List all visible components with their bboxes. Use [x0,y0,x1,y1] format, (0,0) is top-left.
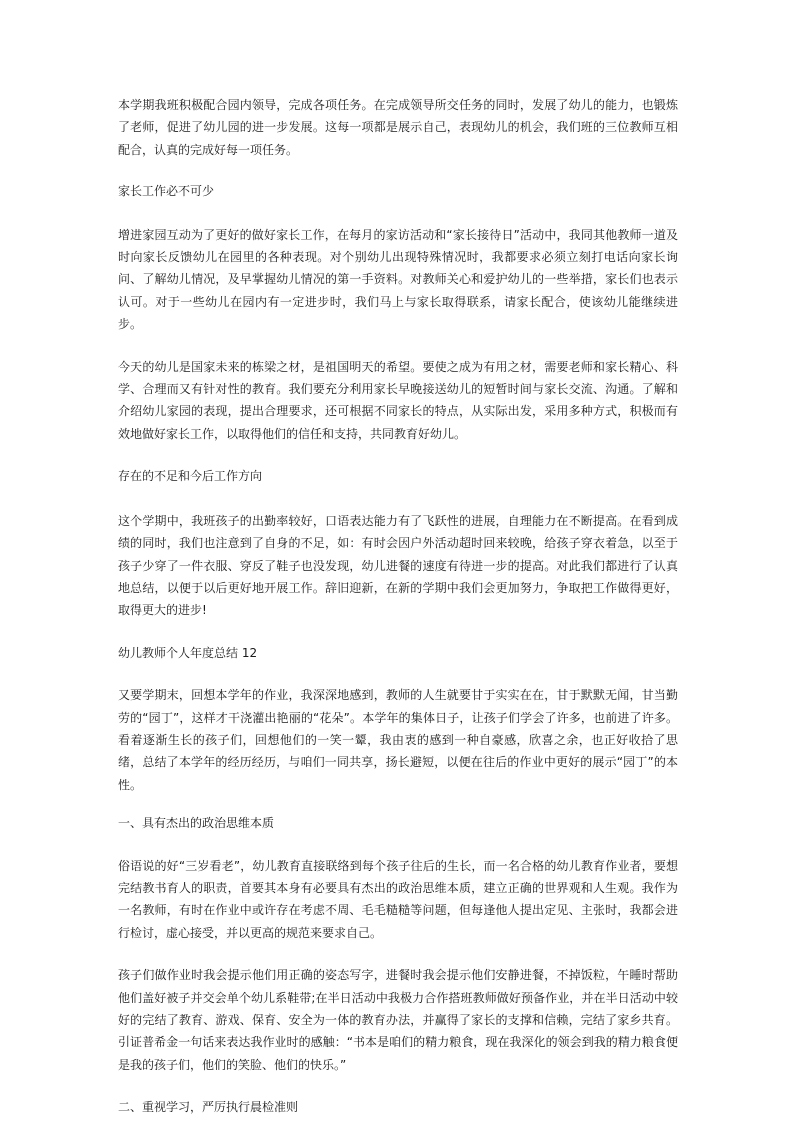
paragraph-children-future: 今天的幼儿是国家未来的栋梁之材，是祖国明天的希望。要使之成为有用之材，需要老师和家长精心、科学、合理而又有针对性的教育。我们要充分利用家长早晚接送幼儿的短暂时间与家长交流、沟通。了解和介绍幼儿家园的表现，提出合理要求，还可根据不同家长的特点，从实际出发，采用多种方式，积极而有效地做好家长工作，以取得他们的信任和支持，共同教育好幼儿。 [118,359,678,441]
heading-study-morning-check: 二、重视学习，严厉执行晨检准则 [118,1100,299,1115]
heading-political-quality: 一、具有杰出的政治思维本质 [118,816,275,831]
paragraph-political-quality: 俗语说的好“三岁看老”，幼儿教育直接联络到每个孩子往后的生长，而一名合格的幼儿教育作业者，要想完结教书育人的职责，首要其本身有必要具有杰出的政治思维本质，建立正确的世界观和人生观。我作为一名教师，有时在作业中或许存在考虑不周、毛毛糙糙等问题，但每逢他人提出定见、主张时，我都会进行检讨，虚心接受，并以更高的规范来要求自己。 [118,858,678,940]
heading-annual-summary-12: 幼儿教师个人年度总结 12 [118,645,258,660]
paragraph-daily-care: 孩子们做作业时我会提示他们用正确的姿态写字，进餐时我会提示他们安静进餐，不掉饭粒，午睡时帮助他们盖好被子并交会单个幼儿系鞋带;在半日活动中我极力合作搭班教师做好预备作业，并在半日活动中较好的完结了教育、游戏、保育、安全为一体的教育办法，并赢得了家长的支撑和信赖，完结了家乡共育。引证普希金一句话来表达我作业时的感触：“书本是咱们的精力粮食，现在我深化的领会到我的精力粮食便是我的孩子们，他们的笑脸、他们的快乐。” [118,968,678,1072]
heading-shortcomings: 存在的不足和今后工作方向 [118,469,263,484]
document-body [118,94,678,1119]
paragraph-intro: 本学期我班积极配合园内领导，完成各项任务。在完成领导所交任务的同时，发展了幼儿的能力，也锻炼了老师，促进了幼儿园的进一步发展。这每一项都是展示自己，表现幼儿的机会，我们班的三位教师互相配合，认真的完成好每一项任务。 [118,98,678,157]
paragraph-annual-review: 又要学期末，回想本学年的作业，我深深地感到，教师的人生就要甘于实实在在，甘于默默无闻，甘当勤劳的“园丁”，这样才干浇灌出艳丽的“花朵”。本学年的集体日子，让孩子们学会了许多，也前进了许多。看着逐渐生长的孩子们，回想他们的一笑一颦，我由衷的感到一种自豪感，欣喜之余，也正好收拾了思绪，总结了本学年的经历经历，与咱们一同共享，扬长避短，以便在往后的作业中更好的展示“园丁”的本性。 [118,688,678,792]
heading-parent-work: 家长工作必不可少 [118,184,215,199]
paragraph-parent-interaction: 增进家园互动为了更好的做好家长工作，在每月的家访活动和“家长接待日”活动中，我同其他教师一道及时向家长反馈幼儿在园里的各种表现。对个别幼儿出现特殊情况时，我都要求必须立刻打电话向家长询问、了解幼儿情况，及早掌握幼儿情况的第一手资料。对教师关心和爱护幼儿的一些举措，家长们也表示认可。对于一些幼儿在园内有一定进步时，我们马上与家长取得联系，请家长配合，使该幼儿能继续进步。 [118,227,678,332]
paragraph-shortcomings: 这个学期中，我班孩子的出勤率较好，口语表达能力有了飞跃性的进展，自理能力在不断提高。在看到成绩的同时，我们也注意到了自身的不足，如：有时会因户外活动超时回来较晚，给孩子穿衣着急，以至于孩子少穿了一件衣服、穿反了鞋子也没发现，幼儿进餐的速度有待进一步的提高。对此我们都进行了认真地总结，以便于以后更好地开展工作。辞旧迎新，在新的学期中我们会更加努力，争取把工作做得更好，取得更大的进步! [118,513,678,618]
